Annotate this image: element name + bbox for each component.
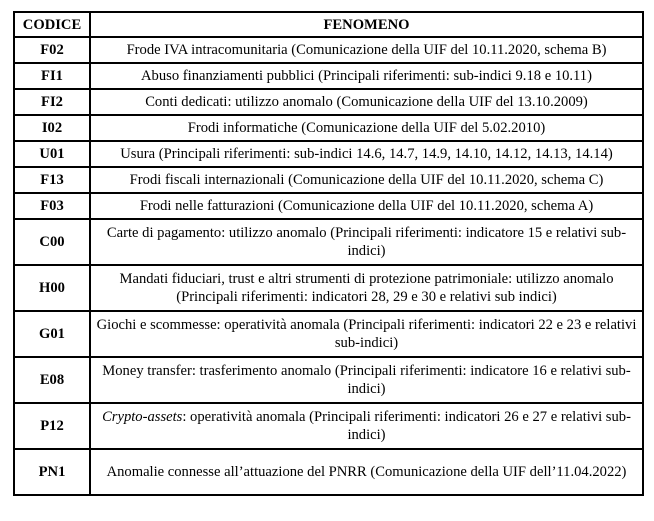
- row-code: FI1: [14, 63, 90, 89]
- row-code: E08: [14, 357, 90, 403]
- table-row: [14, 311, 643, 357]
- header-phenomenon: FENOMENO: [90, 12, 643, 37]
- table-row: [14, 357, 643, 403]
- table-row: [14, 89, 643, 115]
- phenomena-table: [13, 11, 644, 496]
- row-code: I02: [14, 115, 90, 141]
- row-phenomenon: Mandati fiduciari, trust e altri strumenti di protezione patrimoniale: utilizzo anomalo (Principali riferimenti: indicatori 28, 29 e 30 e relativi sub indici): [90, 265, 643, 311]
- table-row: [14, 167, 643, 193]
- table-row: [14, 193, 643, 219]
- row-code: F02: [14, 37, 90, 63]
- row-phenomenon: Conti dedicati: utilizzo anomalo (Comunicazione della UIF del 13.10.2009): [90, 89, 643, 115]
- row-phenomenon: Frode IVA intracomunitaria (Comunicazione della UIF del 10.11.2020, schema B): [90, 37, 643, 63]
- row-code: U01: [14, 141, 90, 167]
- row-code: P12: [14, 403, 90, 449]
- row-code: C00: [14, 219, 90, 265]
- row-phenomenon: Money transfer: trasferimento anomalo (Principali riferimenti: indicatore 16 e relativi sub-indici): [90, 357, 643, 403]
- table-row: [14, 403, 643, 449]
- row-code: G01: [14, 311, 90, 357]
- row-phenomenon: Frodi fiscali internazionali (Comunicazione della UIF del 10.11.2020, schema C): [90, 167, 643, 193]
- row-phenomenon: Carte di pagamento: utilizzo anomalo (Principali riferimenti: indicatore 15 e relativi sub-indici): [90, 219, 643, 265]
- table-row: [14, 449, 643, 495]
- table-row: [14, 265, 643, 311]
- row-phenomenon: Anomalie connesse all’attuazione del PNRR (Comunicazione della UIF dell’11.04.2022): [90, 449, 643, 495]
- row-code: F03: [14, 193, 90, 219]
- row-code: H00: [14, 265, 90, 311]
- table-row: [14, 141, 643, 167]
- row-phenomenon: [90, 403, 643, 449]
- row-code: FI2: [14, 89, 90, 115]
- header-row: [14, 12, 643, 37]
- row-code: PN1: [14, 449, 90, 495]
- table-row: [14, 219, 643, 265]
- table-row: [14, 115, 643, 141]
- table-row: [14, 63, 643, 89]
- row-phenomenon: Abuso finanziamenti pubblici (Principali riferimenti: sub-indici 9.18 e 10.11): [90, 63, 643, 89]
- row-phenomenon: Frodi nelle fatturazioni (Comunicazione della UIF del 10.11.2020, schema A): [90, 193, 643, 219]
- row-phenomenon: Usura (Principali riferimenti: sub-indici 14.6, 14.7, 14.9, 14.10, 14.12, 14.13, 14.14): [90, 141, 643, 167]
- row-phenomenon: Frodi informatiche (Comunicazione della UIF del 5.02.2010): [90, 115, 643, 141]
- row-code: F13: [14, 167, 90, 193]
- header-code: CODICE: [14, 12, 90, 37]
- crypto-assets-term: Crypto-assets: [102, 409, 183, 425]
- row-phenomenon-rest: : operatività anomala (Principali riferimenti: indicatori 26 e 27 e relativi sub-indici): [182, 409, 631, 443]
- row-phenomenon: Giochi e scommesse: operatività anomala (Principali riferimenti: indicatori 22 e 23 e relativi sub-indici): [90, 311, 643, 357]
- table-row: [14, 37, 643, 63]
